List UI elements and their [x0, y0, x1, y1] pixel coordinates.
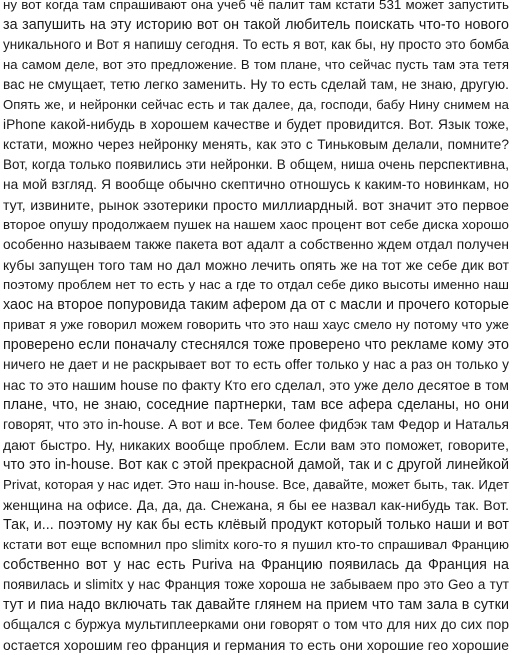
text-line: хаос на второе попуровида таким афером да от с масли и прочего которые [3, 297, 509, 313]
text-line: плане, что, не знаю, соседние партнерки, там все афера сделаны, но они [3, 397, 509, 413]
text-line: Вот, когда только появились эти нейронки. В общем, ниша очень перспективна, [3, 157, 509, 172]
text-line: собственно вот у нас есть Puriva на Францию появилась да Франция на [3, 557, 509, 573]
text-line: Privat, которая у нас идет. Это наш in-house. Все, давайте, может быть, так. Идет [3, 477, 509, 492]
text-line: уникального и Вот я напишу сегодня. То есть я вот, как бы, ну просто это бомба [3, 37, 509, 52]
text-line: ну вот когда там спрашивают она учеб чё палит там кстати 531 может запустить [3, 0, 509, 12]
text-line: дают быстро. Ну, никаких вообще проблем. Если вам это поможет, говорите, [3, 437, 509, 453]
text-line: на мой взгляд. Я вообще обычно скептично отношусь к каким-то новинкам, но [3, 177, 509, 192]
text-line: приват я уже говорил можем говорить что это наш хаус смело ну потому что уже [3, 317, 509, 332]
text-line: iPhone какой-нибудь в хорошем качестве и будет провидится. Вот. Язык тоже, [3, 117, 509, 132]
text-line: Опять же, и нейронки сейчас есть и так далее, да, господи, бабу Нину снимем на [3, 97, 509, 112]
text-line: тут, извините, рынок эзотерики просто миллиардный. вот значит это первое [3, 197, 509, 213]
text-line: второе опушу продолжаем пушек на нашем хаос процент вот себе диска хорошо [3, 217, 509, 232]
text-line: остается хорошим гео франция и германия то есть они хорошие гео хорошие [3, 637, 509, 653]
text-line: кстати, можно через нейронку менять, как это с Тиньковым делали, помните? [3, 137, 509, 152]
text-line: особенно называем также пакета вот адалт а собственно ждем отдал получен [3, 237, 509, 252]
text-line: проверено если поначалу стеснялся тоже проверено что рекламе кому это [3, 337, 509, 353]
text-line: женщина на офисе. Да, да, да. Снежана, я бы ее назвал как-нибудь так. Вот. [3, 497, 509, 513]
text-line: кубы запущен того там но дал можно лечить опять же на тот же себе дик вот [3, 257, 509, 273]
text-line: вас не смущает, тетю легко заменить. Ну то есть сделай там, не знаю, другую. [3, 77, 509, 92]
transcript-text-block [3, 0, 509, 655]
text-line: общался с буржуа мультиплеерками они говорят о том что для них до сих пор [3, 617, 509, 632]
text-line: кстати вот еще вспомнил про slimitx кого-то я пушил кто-то спрашивал Францию [3, 537, 509, 552]
text-line: появилась и slimitx у нас Франция тоже хороша не забываем про это Geo а тут [3, 577, 509, 592]
text-line: что это in-house. Вот как с этой прекрасной дамой, так и с другой линейкой [3, 457, 509, 473]
text-line: за запушить на эту историю вот он такой любитель поискать что-то нового [3, 17, 509, 33]
text-line: поэтому проблем нет то есть у нас а где то отдал себе дико высоты именно наш [3, 277, 509, 292]
text-line: говорят, что это in-house. А вот и все. Тем более фидбэк там Федор и Наталья [3, 417, 509, 432]
text-line: на самом деле, вот это предложение. В том плане, что сейчас пусть там эта тетя [3, 57, 509, 72]
text-line: Так, и... поэтому ну как бы есть клёвый продукт который только наши и вот [3, 517, 509, 533]
text-line: тут и пиа надо включать так давайте глянем на прием что там зала в сутки [3, 597, 509, 613]
text-line: нас то это нашим house по факту Кто его сделал, это уже дело десятое в том [3, 377, 509, 393]
text-line: ничего не дает и не раскрывает вот то есть offer только у нас а раз он только у [3, 357, 509, 372]
